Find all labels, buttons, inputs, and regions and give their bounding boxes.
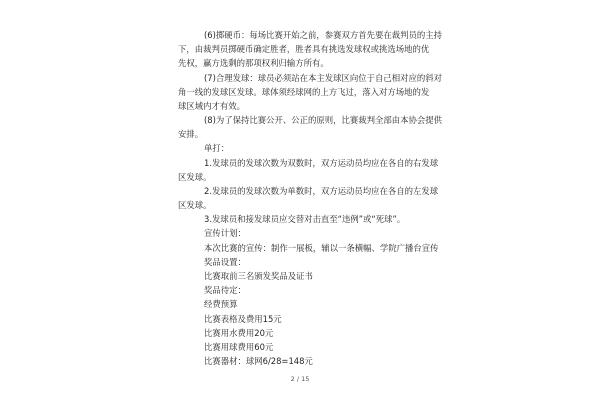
text-line: 区发球。 [178,171,212,182]
text-line: 区发球。 [178,200,212,211]
text-line: 1.发球员的发球次数为双数时，双方运动员均应在各自的右发球 [204,157,439,168]
text-line: 奖品设置： [204,256,246,267]
text-line: 2.发球员的发球次数为单数时，双方运动员均应在各自的左发球 [204,185,439,196]
text-line: 本次比赛的宣传：制作一展板，辅以一条横幅、学院广播台宣传 [204,242,439,253]
text-line: 比赛用水费用20元 [204,327,274,338]
text-line: 比赛取前三名颁发奖品及证书 [204,271,313,281]
text-line: 宣传计划： [204,228,246,239]
text-line: 比赛器材：球网6/28=148元 [204,356,313,366]
page-number: 2 / 15 [290,375,310,383]
text-line: 球区域内才有效。 [178,100,245,111]
text-line: (8)为了保持比赛公开、公正的原则，比赛裁判全部由本协会提供 [204,115,442,125]
text-line: (7)合理发球：球员必须站在本主发球区向位于自己相对应的斜对 [204,72,442,83]
text-line: 经费预算 [204,299,238,310]
text-line: (6)掷硬币：每场比赛开始之前，参赛双方首先要在裁判员的主持 [204,30,442,40]
text-line: 下，由裁判员掷硬币确定胜者，胜者具有挑选发球权或挑选场地的优 [178,44,430,55]
text-line: 角一线的发球区发球。球体须经球网的上方飞过，落入对方场地的发 [178,86,430,97]
text-line: 3.发球员和接发球员应交替对击直至“违例”或“死球”。 [204,214,406,225]
text-line: 安排。 [178,129,204,140]
text-line: 比赛表格及费用15元 [204,313,282,324]
text-line: 奖品待定： [204,285,246,296]
text-line: 单打： [204,143,230,154]
text-line: 比赛用球费用60元 [204,341,274,352]
text-line: 先权，赢方选剩的那项权利归输方所有。 [178,58,329,69]
